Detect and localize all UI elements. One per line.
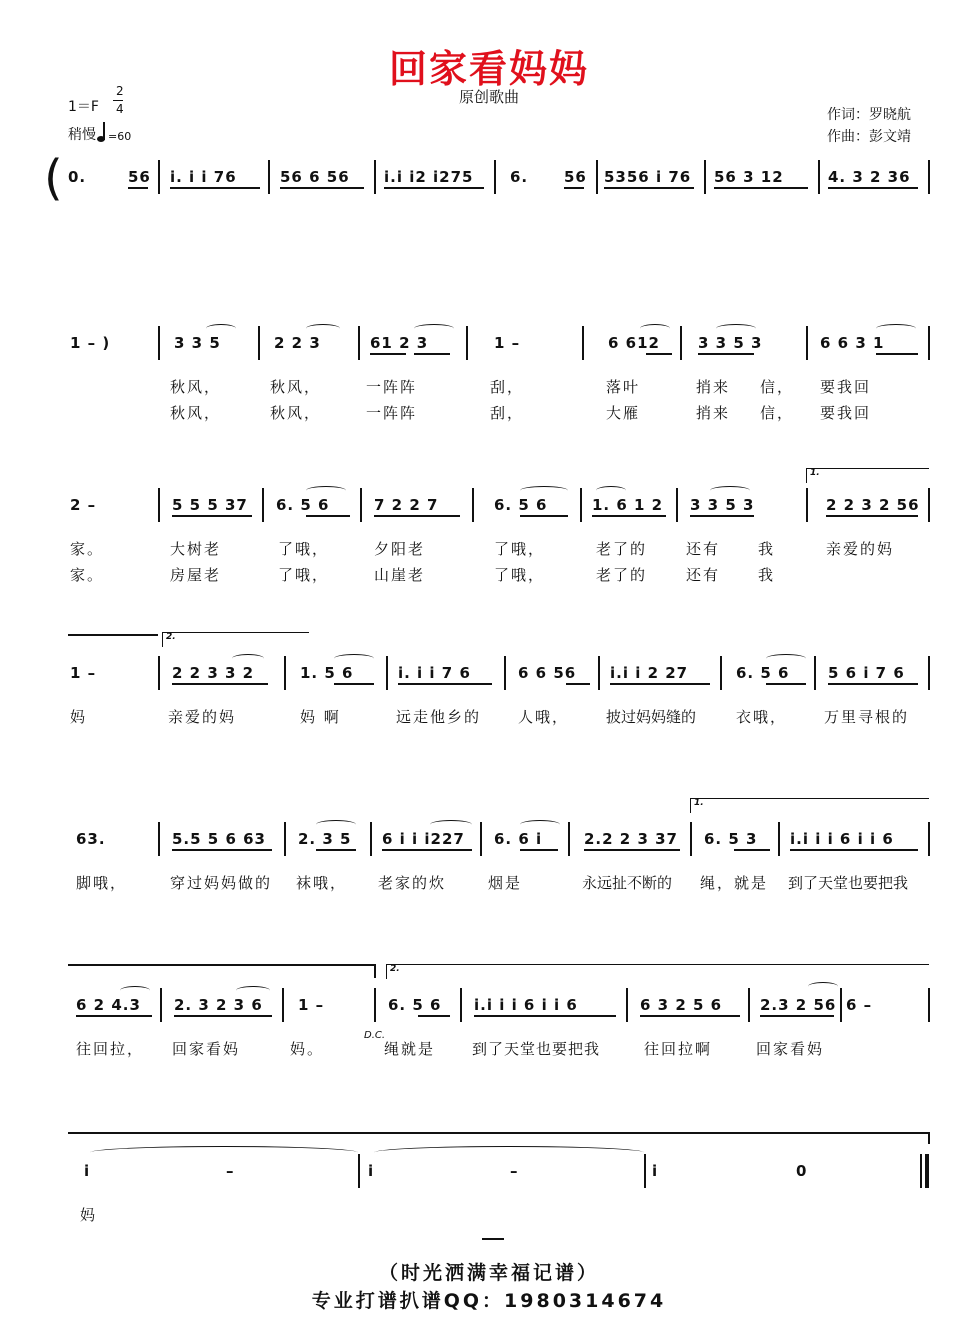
bar-line	[258, 326, 260, 360]
lyric-verse-1: 万里寻根的	[824, 708, 910, 726]
slur-mark	[716, 324, 756, 333]
lyric-verse-1: 到了天堂也要把我	[472, 1040, 601, 1058]
slur-mark	[430, 820, 472, 829]
measure-note: 4. 3 2 36	[828, 168, 911, 186]
measure-note: 2 2 3	[274, 334, 321, 352]
slur-mark	[414, 324, 454, 333]
slur-mark	[206, 324, 236, 333]
lyric-verse-2: 家。	[70, 566, 105, 584]
lyric-verse-1: 了哦，	[278, 540, 330, 558]
lyric-verse-1: 亲爱的妈	[168, 708, 237, 726]
tempo-value: =60	[108, 130, 132, 143]
measure-note: 3 3 5	[174, 334, 221, 352]
volta-second-continuation	[68, 1132, 928, 1134]
measure-note: i.i i i 6 i i 6	[790, 830, 894, 848]
beam-line	[418, 1015, 450, 1017]
lyric-verse-1: 妈	[70, 708, 88, 726]
measure-note: 1. 6 1 2	[592, 496, 664, 514]
volta-label: 2.	[390, 964, 400, 974]
volta-label: 1.	[694, 798, 704, 808]
measure-note: 56 3 12	[714, 168, 784, 186]
volta-first-ending	[806, 468, 929, 483]
lyric-verse-1: 回家看妈	[756, 1040, 825, 1058]
lyric-verse-1: 远走他乡的	[396, 708, 482, 726]
beam-line	[128, 187, 148, 189]
beam-line	[714, 187, 808, 189]
measure-note: 5 6 i 7 6	[828, 664, 905, 682]
lyric-verse-2: 大雁	[606, 404, 641, 422]
beam-line	[828, 683, 918, 685]
slur-mark	[120, 986, 150, 995]
bar-line	[160, 988, 162, 1022]
volta-second-ending	[386, 964, 929, 979]
repeat-paren-icon: (	[44, 150, 63, 206]
beam-line	[170, 187, 260, 189]
slur-mark	[808, 982, 838, 991]
beam-line	[734, 849, 770, 851]
beam-line	[610, 683, 710, 685]
bar-line	[928, 988, 930, 1022]
slur-mark	[640, 324, 670, 333]
tie-mark	[374, 1146, 644, 1159]
lyric-verse-1: 妈。	[290, 1040, 325, 1058]
measure-note: 5356 i 76	[604, 168, 692, 186]
bar-line	[748, 988, 750, 1022]
lyric-verse-1: 衣哦，	[736, 708, 788, 726]
measure-note: 6 3 2 5 6	[640, 996, 723, 1014]
measure-note: 6. 5 6	[736, 664, 790, 682]
lyric-verse-1: 夕阳老	[374, 540, 426, 558]
lyric-verse-2: 还有	[686, 566, 721, 584]
lyric-verse-1: 穿过妈妈做的	[170, 874, 273, 892]
slur-mark	[596, 486, 626, 495]
lyric-verse-2: 信，	[760, 404, 795, 422]
lyric-verse-1: 刮，	[490, 378, 525, 396]
lyric-verse-1: 往回拉啊	[644, 1040, 713, 1058]
bar-line	[626, 988, 628, 1022]
measure-note: 1 –	[494, 334, 521, 352]
lyric-verse-1: 落叶	[606, 378, 641, 396]
lyric-verse-1: 秋风，	[270, 378, 322, 396]
measure-note: 63.	[76, 830, 106, 848]
slur-mark	[520, 486, 568, 495]
footer-contact: 专业打谱扒谱QQ：1980314674	[311, 1290, 667, 1312]
bar-line	[504, 656, 506, 690]
measure-note: 6. 6 i	[494, 830, 543, 848]
bar-line	[928, 326, 930, 360]
lyric-verse-1: 了哦，	[494, 540, 546, 558]
measure-note: i.i i2 i275	[384, 168, 474, 186]
volta-label: 2.	[166, 632, 176, 642]
bar-line	[596, 160, 598, 194]
slur-mark	[306, 324, 340, 333]
measure-note: 61 2 3	[370, 334, 429, 352]
lyric-verse-1: 妈	[80, 1206, 98, 1224]
lyric-verse-1: 永远扯不断的	[582, 874, 673, 892]
volta-first-ending	[690, 798, 929, 813]
tempo-marking: 稍慢	[68, 127, 96, 143]
bar-line	[644, 1154, 646, 1188]
measure-note: i	[84, 1162, 91, 1180]
measure-note: 6 2 4.3	[76, 996, 141, 1014]
bar-line	[818, 160, 820, 194]
lyric-verse-2: 山崖老	[374, 566, 426, 584]
song-title: 回家看妈妈	[388, 47, 589, 91]
beam-line	[172, 515, 252, 517]
measure-note: 6 –	[846, 996, 873, 1014]
lyric-verse-1: 捎来	[696, 378, 731, 396]
lyric-verse-1: 人哦，	[518, 708, 570, 726]
lyric-verse-1: 往回拉，	[76, 1040, 145, 1058]
slur-mark	[766, 654, 806, 663]
bar-line	[374, 160, 376, 194]
beam-line	[374, 515, 460, 517]
lyric-verse-2: 秋风，	[270, 404, 322, 422]
measure-note: 56	[128, 168, 151, 186]
beam-line	[826, 515, 918, 517]
beam-line	[474, 1015, 616, 1017]
lyric-verse-2: 一阵阵	[366, 404, 418, 422]
measure-note: 56	[564, 168, 587, 186]
lyric-verse-1: 袜哦，	[296, 874, 348, 892]
bar-line	[284, 656, 286, 690]
time-signature-top: 2	[116, 84, 124, 98]
measure-note: i	[368, 1162, 375, 1180]
measure-note: 5.5 5 6 63	[172, 830, 266, 848]
beam-line	[414, 353, 450, 355]
measure-note: 1 –	[298, 996, 325, 1014]
beam-line	[604, 187, 694, 189]
volta-second-end-hook	[928, 1132, 930, 1144]
bar-line	[494, 160, 496, 194]
time-signature-line	[113, 100, 123, 101]
lyric-verse-1: 秋风，	[170, 378, 222, 396]
measure-note: 2.2 2 3 37	[584, 830, 678, 848]
beam-line	[174, 1015, 272, 1017]
measure-note: 6 i i i227	[382, 830, 465, 848]
lyric-verse-1: 老家的炊	[378, 874, 447, 892]
slur-mark	[232, 654, 264, 663]
beam-line	[398, 683, 492, 685]
slur-mark	[236, 986, 270, 995]
measure-note: 6. 5 3	[704, 830, 758, 848]
lyric-verse-1: 绳就是	[384, 1040, 436, 1058]
beam-line	[690, 515, 754, 517]
bar-line	[262, 488, 264, 522]
lyric-verse-1: 烟是	[488, 874, 523, 892]
bar-line	[358, 1154, 360, 1188]
lyric-verse-1: 披过妈妈缝的	[606, 708, 697, 726]
lyric-verse-1: 还有	[686, 540, 721, 558]
da-capo-marking: D.C.	[364, 1030, 386, 1041]
bar-line	[840, 988, 842, 1022]
bar-line	[928, 656, 930, 690]
beam-line	[520, 849, 558, 851]
bar-line	[284, 822, 286, 856]
slur-mark	[334, 654, 374, 663]
beam-line	[640, 1015, 740, 1017]
beam-line	[566, 683, 590, 685]
slur-mark	[306, 486, 346, 495]
bar-line	[598, 656, 600, 690]
bar-line	[282, 988, 284, 1022]
time-signature-bottom: 4	[116, 102, 124, 116]
beam-line	[520, 515, 568, 517]
beam-line	[584, 849, 680, 851]
lyric-verse-1: 大树老	[170, 540, 222, 558]
measure-note: 6 612	[608, 334, 660, 352]
bar-line	[386, 656, 388, 690]
beam-line	[172, 849, 272, 851]
composer: 作曲：彭文靖	[827, 129, 911, 145]
bar-line	[778, 822, 780, 856]
bar-line	[158, 326, 160, 360]
beam-line	[384, 187, 484, 189]
measure-note: 2 2 3 3 2	[172, 664, 255, 682]
bar-line	[928, 160, 930, 194]
bar-line	[928, 488, 930, 522]
bar-line	[806, 488, 808, 522]
beam-line	[766, 683, 806, 685]
lyric-verse-2: 刮，	[490, 404, 525, 422]
measure-note: 6. 5 6	[276, 496, 330, 514]
beam-line	[592, 515, 666, 517]
lyric-verse-2: 了哦，	[494, 566, 546, 584]
lyric-verse-1: 亲爱的妈	[826, 540, 895, 558]
beam-line	[828, 187, 918, 189]
beam-line	[316, 849, 356, 851]
bar-line	[472, 488, 474, 522]
slur-mark	[520, 820, 560, 829]
measure-note: 7 2 2 7	[374, 496, 439, 514]
measure-note: i. i i 7 6	[398, 664, 471, 682]
lyric-verse-1: 信，	[760, 378, 795, 396]
measure-note: 5 5 5 37	[172, 496, 248, 514]
song-subtitle: 原创歌曲	[458, 88, 519, 106]
beam-line	[790, 849, 918, 851]
lyric-verse-1: 妈 啊	[300, 708, 341, 726]
measure-note: 1 –	[70, 664, 97, 682]
lyric-verse-1: 老了的	[596, 540, 648, 558]
measure-note: –	[510, 1162, 519, 1180]
bar-line	[676, 488, 678, 522]
bar-line	[680, 326, 682, 360]
beam-line	[172, 683, 268, 685]
beam-line	[334, 683, 374, 685]
slur-mark	[876, 324, 916, 333]
beam-line	[76, 1015, 152, 1017]
tie-mark	[90, 1146, 358, 1159]
measure-note: i. i i 76	[170, 168, 237, 186]
measure-note: i.i i 2 27	[610, 664, 689, 682]
lyric-verse-1: 绳，就是	[700, 874, 769, 892]
measure-note: 6. 5 6	[494, 496, 548, 514]
bar-line	[158, 656, 160, 690]
lyric-verse-1: 回家看妈	[172, 1040, 241, 1058]
lyric-verse-2: 我	[758, 566, 776, 584]
lyric-verse-1: 我	[758, 540, 776, 558]
bar-line	[466, 326, 468, 360]
bar-line	[268, 160, 270, 194]
beam-line	[370, 353, 406, 355]
key-signature: 1＝F	[68, 99, 99, 115]
measure-note: 56 6 56	[280, 168, 350, 186]
bar-line	[374, 988, 376, 1022]
bar-line	[460, 988, 462, 1022]
beam-line	[382, 849, 472, 851]
measure-note: 6. 5 6	[388, 996, 442, 1014]
bar-line	[720, 656, 722, 690]
bar-line	[158, 160, 160, 194]
bar-line	[806, 326, 808, 360]
final-bar-line	[925, 1154, 929, 1188]
measure-note: 3 3 5 3	[698, 334, 763, 352]
footer-divider	[482, 1238, 504, 1240]
bar-line	[580, 488, 582, 522]
beam-line	[564, 187, 584, 189]
measure-note: i.i i i 6 i i 6	[474, 996, 578, 1014]
lyric-verse-1: 一阵阵	[366, 378, 418, 396]
bar-line	[704, 160, 706, 194]
footer-credit: （时光洒满幸福记谱）	[378, 1262, 599, 1284]
bar-line	[690, 822, 692, 856]
measure-note: 3 3 5 3	[690, 496, 755, 514]
bar-line	[360, 488, 362, 522]
measure-note: 2 –	[70, 496, 97, 514]
measure-note: 6 6 56	[518, 664, 577, 682]
measure-note: –	[226, 1162, 235, 1180]
lyric-verse-2: 要我回	[820, 404, 872, 422]
lyric-verse-2: 捎来	[696, 404, 731, 422]
lyric-verse-1: 要我回	[820, 378, 872, 396]
volta-first-end-hook	[374, 964, 376, 978]
lyric-verse-1: 到了天堂也要把我	[788, 874, 909, 892]
measure-note: 6.	[510, 168, 529, 186]
bar-line	[568, 822, 570, 856]
lyric-verse-2: 了哦，	[278, 566, 330, 584]
beam-line	[646, 353, 672, 355]
lyricist: 作词：罗晓航	[827, 107, 911, 123]
volta-label: 1.	[810, 468, 820, 478]
volta-second-ending	[162, 632, 309, 647]
lyric-verse-1: 脚哦，	[76, 874, 128, 892]
lyric-verse-2: 房屋老	[170, 566, 222, 584]
lyric-verse-2: 老了的	[596, 566, 648, 584]
slur-mark	[316, 820, 356, 829]
beam-line	[760, 1015, 834, 1017]
bar-line	[158, 488, 160, 522]
measure-note: 0	[796, 1162, 808, 1180]
beam-line	[876, 353, 918, 355]
slur-mark	[710, 486, 750, 495]
bar-line	[928, 822, 930, 856]
bar-line	[582, 326, 584, 360]
beam-line	[280, 187, 364, 189]
quarter-note-icon	[97, 136, 105, 142]
measure-note: i	[652, 1162, 659, 1180]
volta-first-continuation	[68, 634, 158, 636]
bar-line	[158, 822, 160, 856]
measure-note: 0.	[68, 168, 87, 186]
beam-line	[306, 515, 350, 517]
measure-note: 2.3 2 56	[760, 996, 837, 1014]
measure-note: 2. 3 2 3 6	[174, 996, 263, 1014]
measure-note: 1 – )	[70, 334, 111, 352]
bar-line	[358, 326, 360, 360]
beam-line	[698, 353, 754, 355]
measure-note: 1. 5 6	[300, 664, 354, 682]
lyric-verse-1: 家。	[70, 540, 105, 558]
measure-note: 2. 3 5	[298, 830, 352, 848]
bar-line	[920, 1154, 922, 1188]
lyric-verse-2: 秋风，	[170, 404, 222, 422]
measure-note: 2 2 3 2 56	[826, 496, 920, 514]
bar-line	[480, 822, 482, 856]
bar-line	[814, 656, 816, 690]
measure-note: 6 6 3 1	[820, 334, 885, 352]
bar-line	[370, 822, 372, 856]
volta-first-continuation	[68, 964, 374, 966]
